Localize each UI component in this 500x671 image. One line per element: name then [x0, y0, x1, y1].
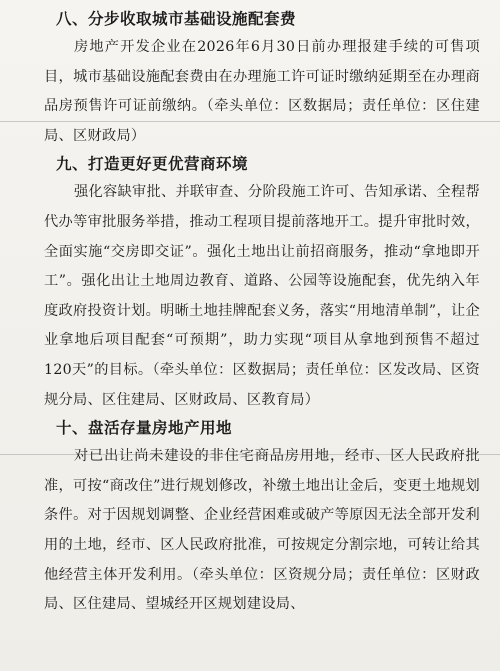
- section-heading: 八、分步收取城市基础设施配套费: [56, 10, 297, 28]
- document-content: [44, 6, 480, 620]
- section-10: [44, 415, 480, 620]
- section-heading: 十、盘活存量房地产用地: [56, 419, 233, 438]
- responsibility-note: （牵头单位：区数据局；责任单位：区发改局、区资规分局、区住建局、区财政局、区教育局）: [44, 361, 480, 408]
- section-body: 房地产开发企业在2026年6月30日前办理报建手续的可售项目，城市基础设施配套费由在办理施工许可证时缴纳延期至在办理商品房预售许可证前缴纳。: [44, 39, 480, 115]
- responsibility-note: （牵头单位：区数据局；责任单位：区住建局、区财政局）: [44, 98, 480, 144]
- section-8: [44, 6, 480, 151]
- section-heading: 九、打造更好更优营商环境: [56, 155, 249, 174]
- section-paragraph: [44, 33, 480, 151]
- section-9: [44, 151, 480, 415]
- section-paragraph: [44, 442, 480, 620]
- section-body: 强化容缺审批、并联审查、分阶段施工许可、告知承诺、全程帮代办等审批服务举措，推动工程项目提前落地开工。提升审批时效，全面实施“交房即交证”。强化土地出让前招商服务，推动“拿地即开工”。强化出让土地周边教育、道路、公园等设施配套，优先纳入年度政府投资计划。明晰土地挂牌配套义务，落实“用地清单制”，让企业拿地后项目配套“可预期”，助力实现“项目从拿地到预售不超过120天”的目标。: [44, 184, 480, 378]
- section-paragraph: [44, 178, 480, 415]
- responsibility-note: （牵头单位：区资规分局；责任单位：区财政局、区住建局、望城经开区规划建设局、: [44, 566, 480, 613]
- section-body: 对已出让尚未建设的非住宅商品房用地，经市、区人民政府批准，可按“商改住”进行规划修改，补缴土地出让金后，变更土地规划条件。对于因规划调整、企业经营困难或破产等原因无法全部开发利用的土地，经市、区人民政府批准，可按规定分割宗地，可转让给其他经营主体开发利用。: [44, 448, 480, 583]
